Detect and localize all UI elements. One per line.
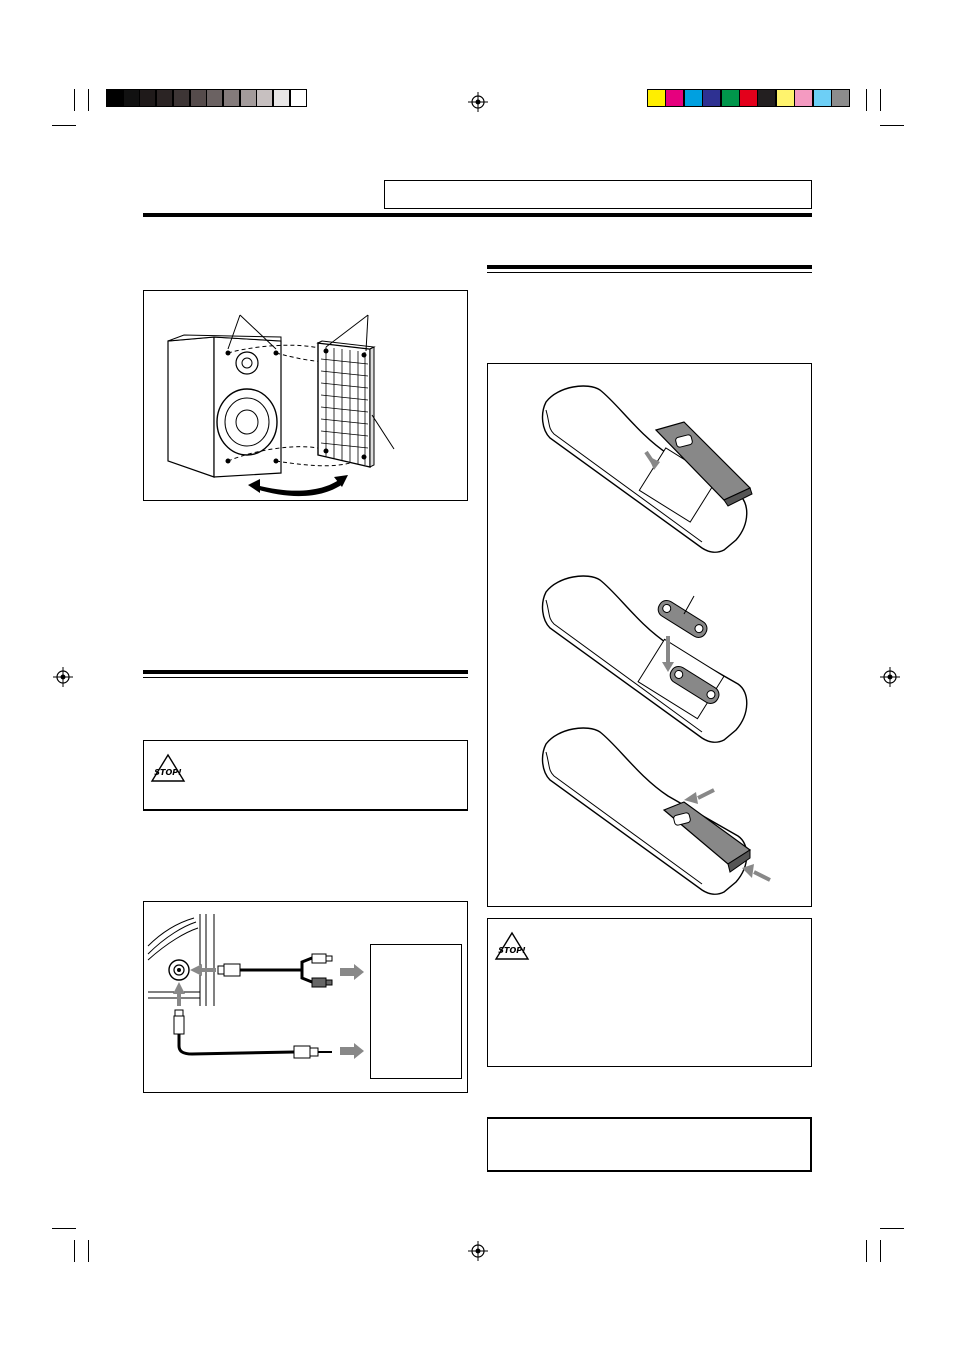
color-swatch [831,89,850,107]
color-swatch [776,89,795,107]
remote-step-2 [543,576,747,742]
registration-mark-top [468,92,488,112]
color-swatch [813,89,832,107]
section-rule-left [143,670,468,674]
stop-warning-text: STOP! [498,946,526,955]
grayscale-swatch [290,89,307,107]
color-swatch [665,89,684,107]
speaker-grille-illustration [144,291,469,502]
remote-battery-figure [487,363,812,907]
color-swatch [684,89,703,107]
grayscale-swatch [240,89,257,107]
grayscale-swatch [223,89,240,107]
section-rule-left-thin [143,677,468,678]
grayscale-swatch [190,89,207,107]
audio-connection-figure [143,901,468,1093]
remote-battery-illustration [488,364,813,908]
section-rule-right [487,265,812,269]
caution-box-left [143,740,468,811]
registration-mark-left [53,667,73,687]
speaker-grille-figure [143,290,468,501]
header-rule [143,213,812,217]
grayscale-swatch [123,89,140,107]
color-swatch [647,89,666,107]
grayscale-swatch [139,89,156,107]
header-title-box [384,180,812,209]
color-swatch [794,89,813,107]
note-box [487,1117,812,1172]
grayscale-swatch [206,89,223,107]
color-swatch [739,89,758,107]
caution-box-right [487,918,812,1067]
grayscale-swatch [156,89,173,107]
stop-warning-icon [494,931,530,961]
color-swatch [702,89,721,107]
grayscale-swatch [256,89,273,107]
registration-mark-bottom [468,1241,488,1261]
color-swatch [757,89,776,107]
remote-step-1 [543,386,752,552]
connection-target-panel [370,944,462,1079]
grayscale-swatch [106,89,123,107]
registration-mark-right [880,667,900,687]
grayscale-swatch [173,89,190,107]
stop-warning-text: STOP! [154,768,182,777]
color-swatch [721,89,740,107]
grayscale-swatch [273,89,290,107]
remote-step-3 [543,728,770,894]
section-rule-right-thin [487,272,812,273]
stop-warning-icon [150,753,186,783]
